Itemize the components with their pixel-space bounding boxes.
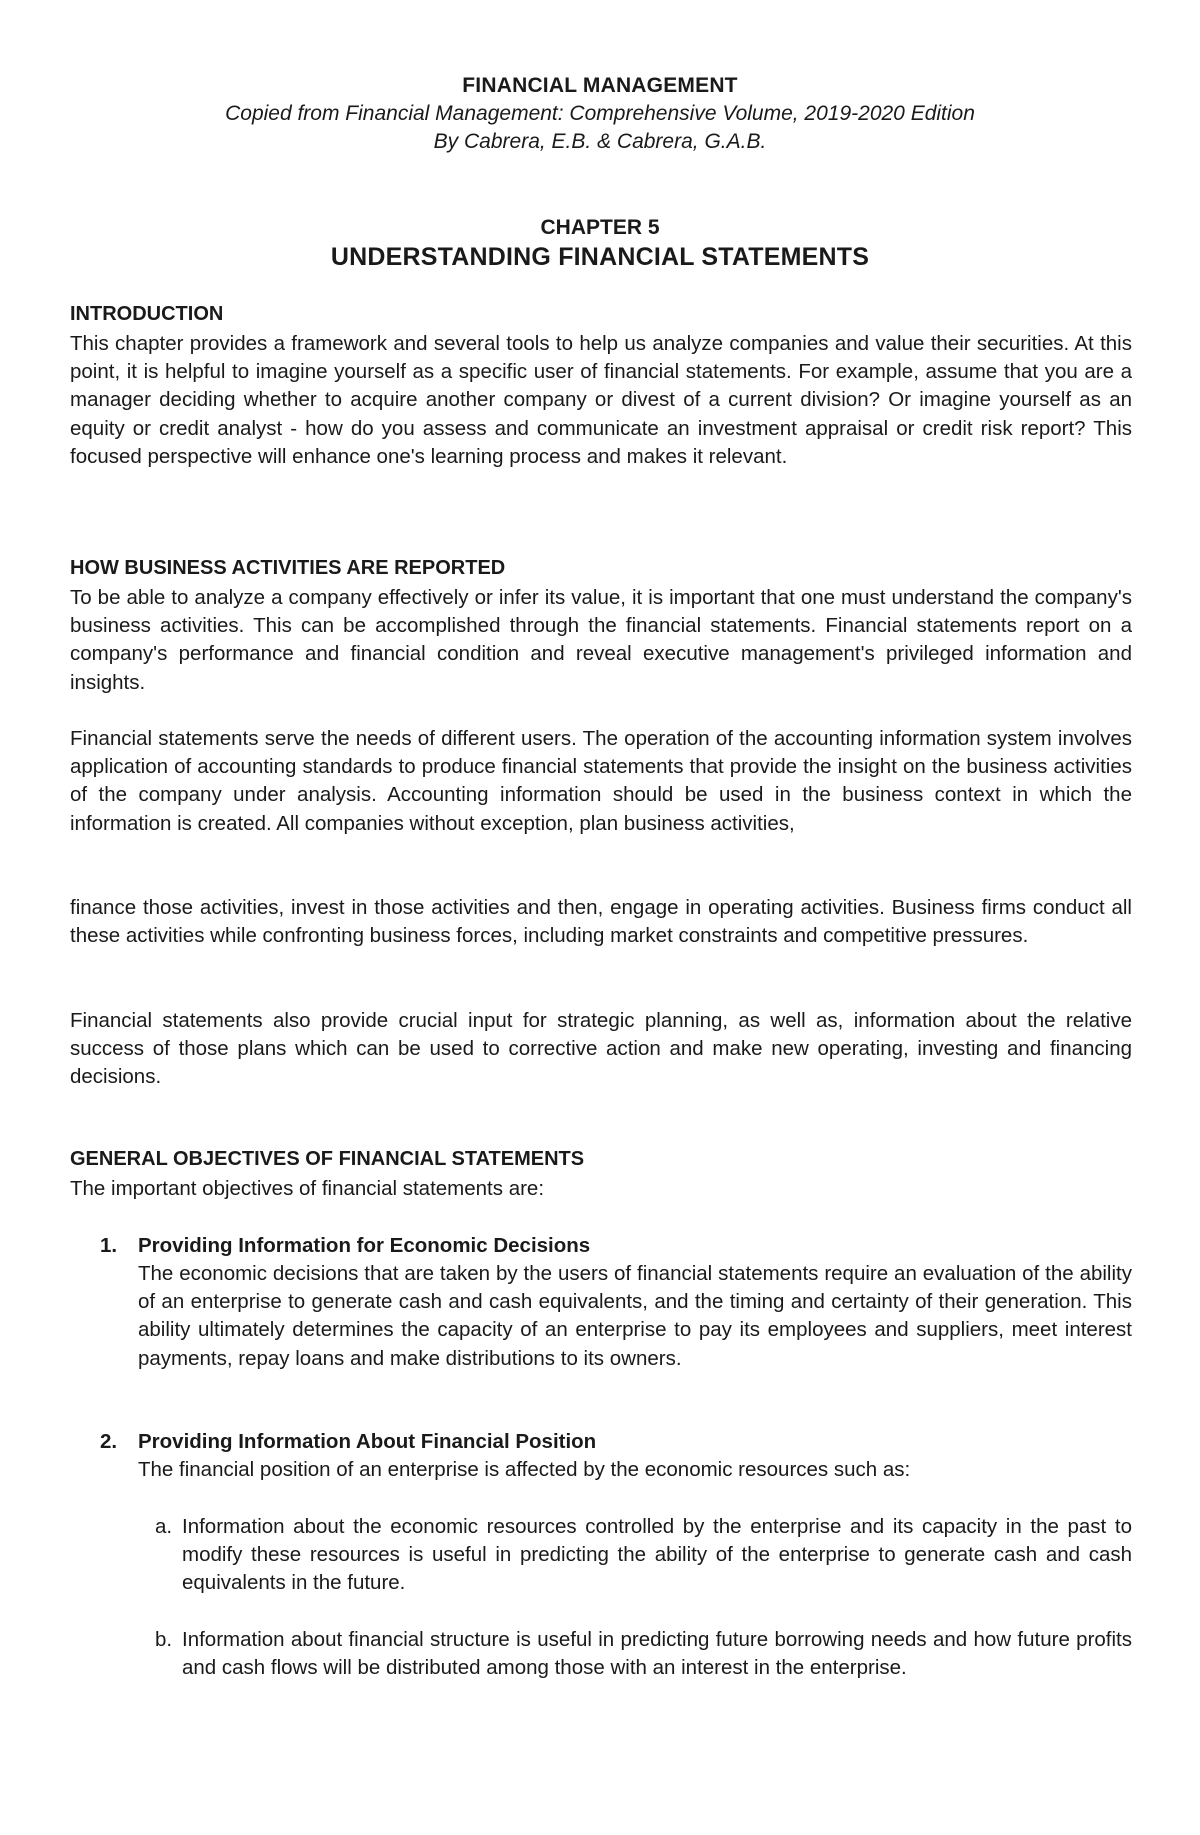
objective-title: Providing Information for Economic Decisions — [138, 1234, 591, 1257]
document-title: FINANCIAL MANAGEMENT — [462, 74, 738, 97]
business-activities-paragraph-1: To be able to analyze a company effectively or infer its value, it is important that one must understand the company's business activities. This can be accomplished through the financial statements. Financial statements report on a company's performance and financial condition and reveal executive management's privileged information and insights. — [70, 586, 1132, 694]
sub-item-a — [155, 1513, 1132, 1598]
business-activities-paragraph-3: finance those activities, invest in those activities and then, engage in operating activities. Business firms conduct all these activities while confronting business forces, including market constraints and competitive pressures. — [70, 896, 1132, 948]
sub-item-b — [155, 1626, 1132, 1682]
objectives-intro: The important objectives of financial statements are: — [70, 1177, 545, 1200]
objective-heading — [100, 1428, 1132, 1456]
chapter-label: CHAPTER 5 — [540, 216, 660, 239]
business-activities-paragraph-2: Financial statements serve the needs of different users. The operation of the accounting information system involves application of accounting standards to produce financial statements that provide the insight on the business activities of the company under analysis. Accounting information should be used in the business context in which the information is created. All companies without exception, plan business activities, — [70, 727, 1132, 835]
business-activities-heading: HOW BUSINESS ACTIVITIES ARE REPORTED — [70, 557, 506, 579]
objective-title: Providing Information About Financial Position — [138, 1430, 597, 1453]
objective-item-2 — [100, 1428, 1132, 1484]
objectives-heading: GENERAL OBJECTIVES OF FINANCIAL STATEMENTS — [70, 1148, 585, 1170]
objective-text: The economic decisions that are taken by the users of financial statements require an evaluation of the ability of an enterprise to generate cash and cash equivalents, and the timing and certainty of their generation. This ability ultimately determines the capacity of an enterprise to pay its employees and suppliers, meet interest payments, repay loans and make distributions to its owners. — [138, 1262, 1132, 1370]
objective-heading — [100, 1232, 1132, 1260]
source-citation: Copied from Financial Management: Comprehensive Volume, 2019-2020 Edition — [225, 102, 975, 125]
objective-item-1 — [100, 1232, 1132, 1373]
objective-text: The financial position of an enterprise is affected by the economic resources such as: — [138, 1458, 911, 1481]
introduction-paragraph: This chapter provides a framework and several tools to help us analyze companies and value their securities. At this point, it is helpful to imagine yourself as a specific user of financial statements. For example, assume that you are a manager deciding whether to acquire another company or divest of a current division? Or imagine yourself as an equity or credit analyst - how do you assess and communicate an investment appraisal or credit risk report? This focused perspective will enhance one's learning process and makes it relevant. — [70, 332, 1132, 468]
objective-number: 2. — [100, 1430, 118, 1453]
chapter-title: UNDERSTANDING FINANCIAL STATEMENTS — [330, 243, 870, 271]
authors-line: By Cabrera, E.B. & Cabrera, G.A.B. — [433, 130, 767, 153]
sub-item-letter: b. — [155, 1628, 173, 1651]
objective-number: 1. — [100, 1234, 118, 1257]
sub-item-text: Information about financial structure is useful in predicting future borrowing needs and how future profits and cash flows will be distributed among those with an interest in the enterprise. — [182, 1628, 1132, 1680]
business-activities-paragraph-4: Financial statements also provide crucial input for strategic planning, as well as, information about the relative success of those plans which can be used to corrective action and make new operating, investing and financing decisions. — [70, 1009, 1132, 1089]
sub-item-letter: a. — [155, 1515, 173, 1538]
sub-item-text: Information about the economic resources controlled by the enterprise and its capacity in the past to modify these resources is useful in predicting the ability of the enterprise to generate cash and cash equivalents in the future. — [182, 1515, 1132, 1595]
introduction-heading: INTRODUCTION — [70, 303, 224, 325]
